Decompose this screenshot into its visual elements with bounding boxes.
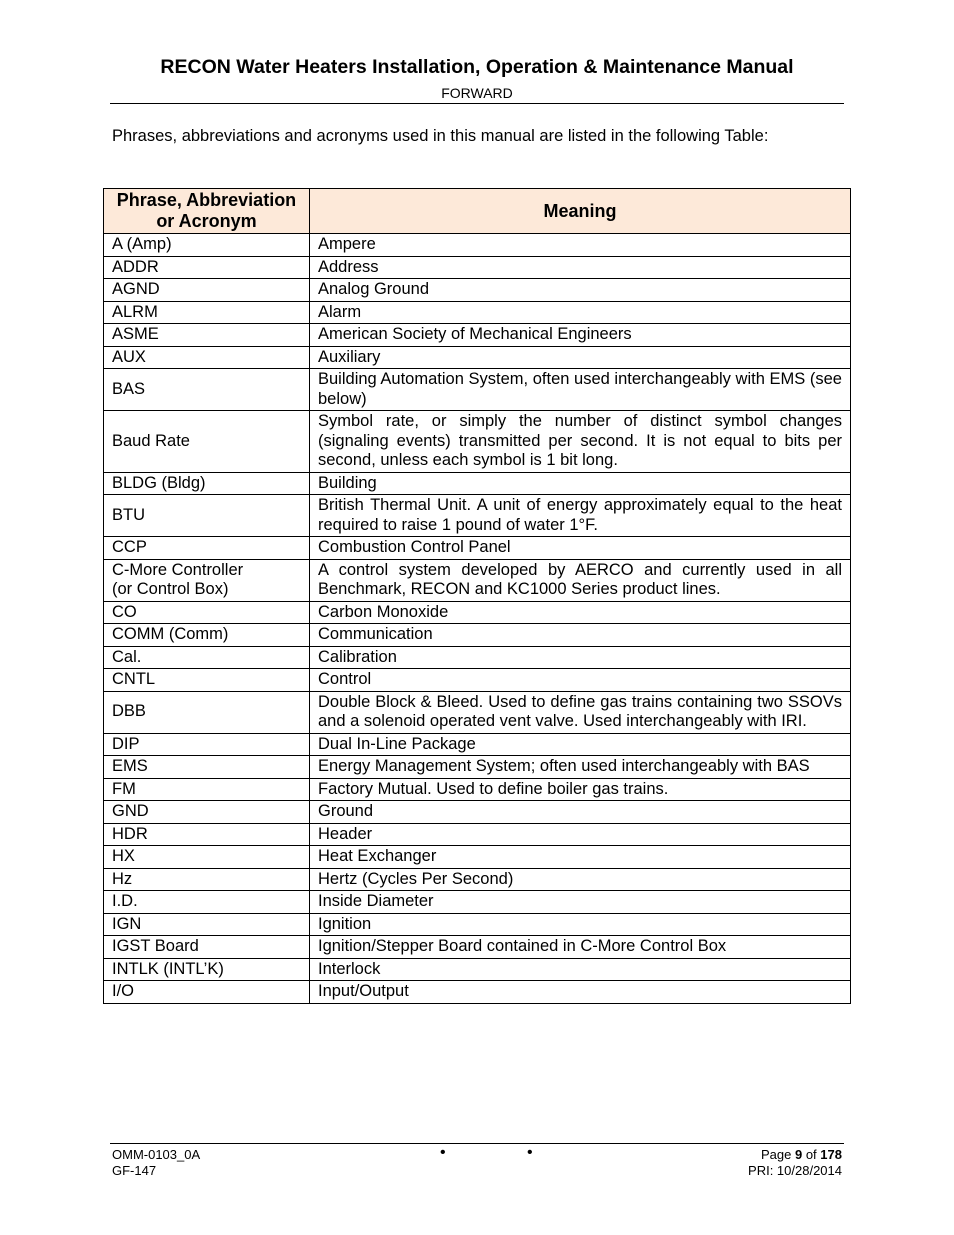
table-row [104, 913, 851, 936]
meaning-cell: Building [310, 472, 851, 495]
meaning-cell: Double Block & Bleed. Used to define gas trains containing two SSOVs and a solenoid operated vent valve. Used interchangeably with IRI. [310, 691, 851, 733]
meaning-cell: Symbol rate, or simply the number of distinct symbol changes (signaling events) transmitted per second. It is not equal to bits per second, unless each symbol is 1 bit long. [310, 411, 851, 473]
term-cell: ADDR [104, 256, 310, 279]
table-row [104, 495, 851, 537]
meaning-cell: Control [310, 669, 851, 692]
term-cell: GND [104, 801, 310, 824]
meaning-cell: British Thermal Unit. A unit of energy approximately equal to the heat required to raise 1 pound of water 1°F. [310, 495, 851, 537]
meaning-cell: Interlock [310, 958, 851, 981]
term-cell: BLDG (Bldg) [104, 472, 310, 495]
footer-left [112, 1147, 200, 1178]
table-row [104, 868, 851, 891]
table-row [104, 733, 851, 756]
meaning-cell: Ground [310, 801, 851, 824]
table-row [104, 601, 851, 624]
header-divider [110, 103, 844, 104]
table-row [104, 369, 851, 411]
term-cell: EMS [104, 756, 310, 779]
meaning-cell: Combustion Control Panel [310, 537, 851, 560]
header-term: Phrase, Abbreviation or Acronym [104, 189, 310, 234]
table-row [104, 801, 851, 824]
term-cell: Hz [104, 868, 310, 891]
meaning-cell: Ignition [310, 913, 851, 936]
term-cell: I.D. [104, 891, 310, 914]
table-row [104, 472, 851, 495]
term-cell: INTLK (INTL’K) [104, 958, 310, 981]
meaning-cell: Heat Exchanger [310, 846, 851, 869]
footer-bullet-2: • [527, 1144, 533, 1161]
meaning-cell: Factory Mutual. Used to define boiler gas trains. [310, 778, 851, 801]
term-cell: AUX [104, 346, 310, 369]
meaning-cell: Communication [310, 624, 851, 647]
term-cell: AGND [104, 279, 310, 302]
table-row [104, 646, 851, 669]
meaning-cell: Hertz (Cycles Per Second) [310, 868, 851, 891]
term-cell: BTU [104, 495, 310, 537]
table-row [104, 891, 851, 914]
meaning-cell: Calibration [310, 646, 851, 669]
term-cell: IGST Board [104, 936, 310, 959]
page-number: Page 9 of 178 [760, 1147, 842, 1162]
table-row [104, 981, 851, 1004]
table-header-row [104, 189, 851, 234]
table-row [104, 823, 851, 846]
table-row [104, 624, 851, 647]
meaning-cell: Header [310, 823, 851, 846]
table-row [104, 756, 851, 779]
table-row [104, 234, 851, 257]
term-cell: C-More Controller (or Control Box) [104, 559, 310, 601]
term-cell: BAS [104, 369, 310, 411]
term-cell: DIP [104, 733, 310, 756]
meaning-cell: Address [310, 256, 851, 279]
footer-right [748, 1147, 842, 1178]
table-row [104, 778, 851, 801]
table-row [104, 691, 851, 733]
table-row [104, 256, 851, 279]
term-cell: CCP [104, 537, 310, 560]
table-row [104, 559, 851, 601]
meaning-cell: A control system developed by AERCO and currently used in all Benchmark, RECON and KC1000 Series product lines. [310, 559, 851, 601]
term-cell: I/O [104, 981, 310, 1004]
term-cell: COMM (Comm) [104, 624, 310, 647]
term-cell: FM [104, 778, 310, 801]
term-cell: CO [104, 601, 310, 624]
meaning-cell: Analog Ground [310, 279, 851, 302]
meaning-cell: Alarm [310, 301, 851, 324]
table-row [104, 411, 851, 473]
header-meaning: Meaning [310, 189, 851, 234]
term-cell: Baud Rate [104, 411, 310, 473]
meaning-cell: Ignition/Stepper Board contained in C-More Control Box [310, 936, 851, 959]
table-row [104, 346, 851, 369]
pri-date: PRI: 10/28/2014 [748, 1162, 842, 1178]
term-cell: CNTL [104, 669, 310, 692]
meaning-cell: Carbon Monoxide [310, 601, 851, 624]
glossary-table [103, 188, 851, 1004]
form-number: GF-147 [112, 1162, 157, 1178]
term-cell: ALRM [104, 301, 310, 324]
meaning-cell: Inside Diameter [310, 891, 851, 914]
footer-divider [110, 1143, 844, 1144]
table-row [104, 301, 851, 324]
table-row [104, 537, 851, 560]
doc-number: OMM-0103_0A [112, 1147, 201, 1162]
table-row [104, 958, 851, 981]
intro-paragraph: Phrases, abbreviations and acronyms used in this manual are listed in the following Table: [112, 127, 769, 145]
meaning-cell: Input/Output [310, 981, 851, 1004]
table-row [104, 846, 851, 869]
meaning-cell: Dual In-Line Package [310, 733, 851, 756]
manual-title: RECON Water Heaters Installation, Operation & Maintenance Manual [160, 56, 794, 78]
meaning-cell: Auxiliary [310, 346, 851, 369]
meaning-cell: Energy Management System; often used interchangeably with BAS [310, 756, 851, 779]
meaning-cell: Ampere [310, 234, 851, 257]
term-cell: DBB [104, 691, 310, 733]
meaning-cell: Building Automation System, often used interchangeably with EMS (see below) [310, 369, 851, 411]
section-name: FORWARD [441, 85, 513, 101]
term-cell: HDR [104, 823, 310, 846]
glossary-body [104, 234, 851, 1004]
table-row [104, 669, 851, 692]
term-cell: Cal. [104, 646, 310, 669]
meaning-cell: American Society of Mechanical Engineers [310, 324, 851, 347]
term-cell: ASME [104, 324, 310, 347]
footer-bullet-1: • [440, 1144, 446, 1161]
term-cell: A (Amp) [104, 234, 310, 257]
term-cell: IGN [104, 913, 310, 936]
table-row [104, 936, 851, 959]
table-row [104, 279, 851, 302]
term-cell: HX [104, 846, 310, 869]
table-row [104, 324, 851, 347]
